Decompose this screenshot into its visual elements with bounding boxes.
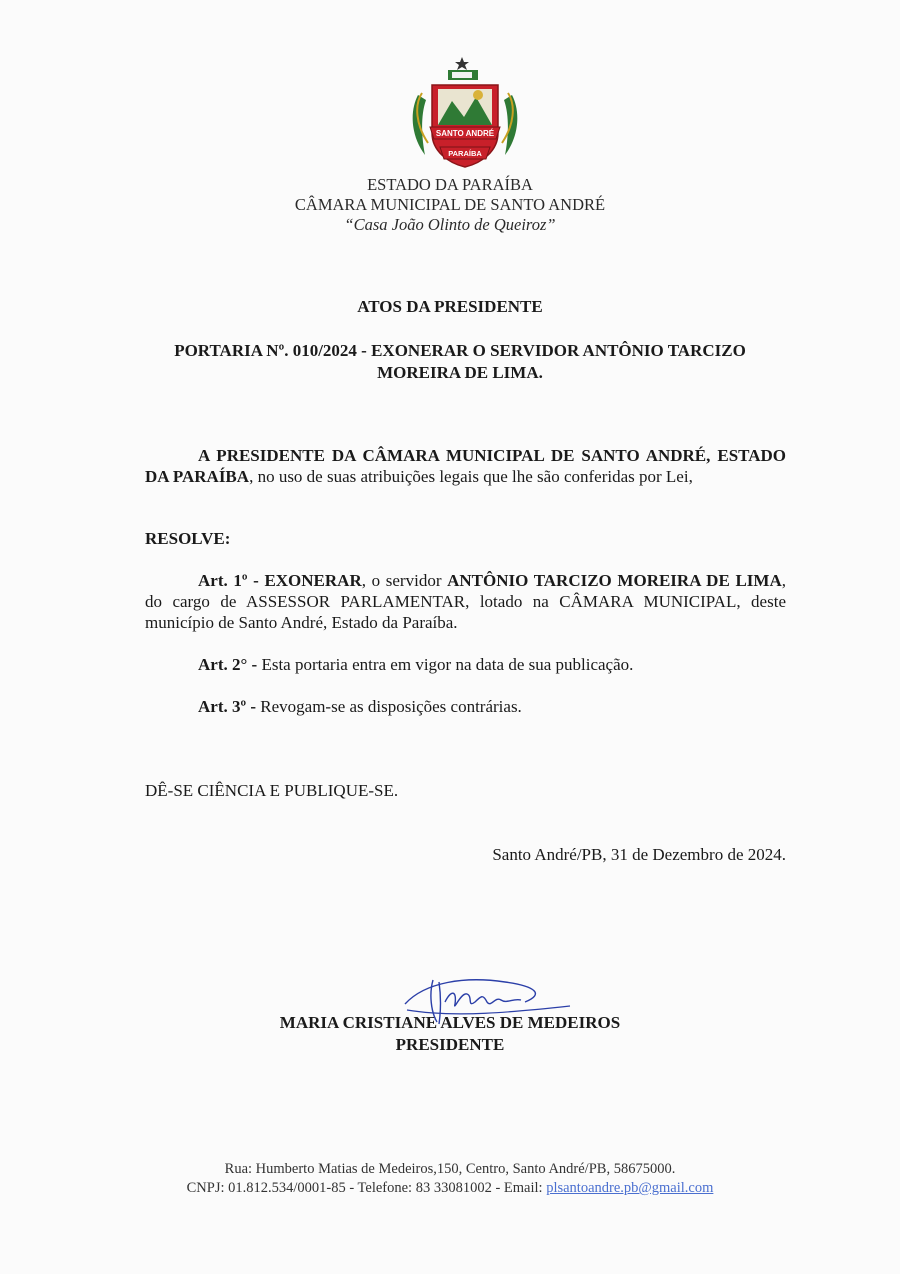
intro-rest: , no uso de suas atribuições legais que lhe são conferidas por Lei,: [249, 467, 693, 486]
emblem-top-text: SANTO ANDRÉ: [435, 129, 495, 138]
article-1-text1: , o servidor: [361, 571, 448, 590]
chamber-name: CÂMARA MUNICIPAL DE SANTO ANDRÉ: [294, 195, 606, 214]
emblem-flag-band: [452, 72, 472, 78]
intro-bold: A PRESIDENTE DA CÂMARA MUNICIPAL DE SANTO ANDRÉ, ESTADO DA PARAÍBA: [145, 446, 786, 486]
intro-paragraph: [145, 445, 786, 487]
emblem-star: [455, 57, 469, 70]
emblem-sun: [473, 90, 483, 100]
article-2: [145, 654, 786, 675]
signer-name: MARIA CRISTIANE ALVES DE MEDEIROS: [279, 1013, 621, 1032]
footer-contact: [0, 1179, 900, 1198]
article-2-label: Art. 2° -: [198, 655, 262, 674]
article-1: [145, 570, 786, 633]
section-title: ATOS DA PRESIDENTE: [357, 297, 543, 316]
footer-contact-prefix: CNPJ: 01.812.534/0001-85 - Telefone: 83 33081002 - Email:: [186, 1180, 547, 1196]
signer-role: PRESIDENTE: [395, 1035, 505, 1054]
portaria-title: PORTARIA Nº. 010/2024 - EXONERAR O SERVIDOR ANTÔNIO TARCIZO MOREIRA DE LIMA.: [174, 341, 746, 382]
article-1-name: ANTÔNIO TARCIZO MOREIRA DE LIMA: [447, 571, 782, 590]
article-1-action: EXONERAR: [264, 571, 362, 590]
publication-order: DÊ-SE CIÊNCIA E PUBLIQUE-SE.: [145, 781, 399, 800]
article-3-text: Revogam-se as disposições contrárias.: [260, 697, 522, 716]
emblem-bottom-text: PARAÍBA: [448, 149, 482, 158]
resolve-heading: RESOLVE:: [145, 529, 231, 548]
article-3: [145, 696, 786, 717]
state-name: ESTADO DA PARAÍBA: [367, 175, 533, 194]
article-2-text: Esta portaria entra em vigor na data de sua publicação.: [261, 655, 634, 674]
footer-email-link[interactable]: plsantoandre.pb@gmail.com: [546, 1180, 714, 1196]
date-line: Santo André/PB, 31 de Dezembro de 2024.: [492, 845, 786, 864]
article-1-label: Art. 1º -: [198, 571, 265, 590]
article-1-text2: , do cargo de ASSESSOR PARLAMENTAR, lotado na CÂMARA MUNICIPAL, deste município de Santo André, Estado da Paraíba.: [145, 571, 786, 632]
document-header: [0, 175, 900, 235]
chamber-motto: “Casa João Olinto de Queiroz”: [344, 215, 556, 234]
handwritten-signature: [395, 972, 575, 1032]
article-3-label: Art. 3º -: [198, 697, 261, 716]
document-footer: [0, 1160, 900, 1198]
footer-address: Rua: Humberto Matias de Medeiros,150, Centro, Santo André/PB, 58675000.: [224, 1161, 676, 1177]
coat-of-arms-emblem: [400, 55, 530, 175]
